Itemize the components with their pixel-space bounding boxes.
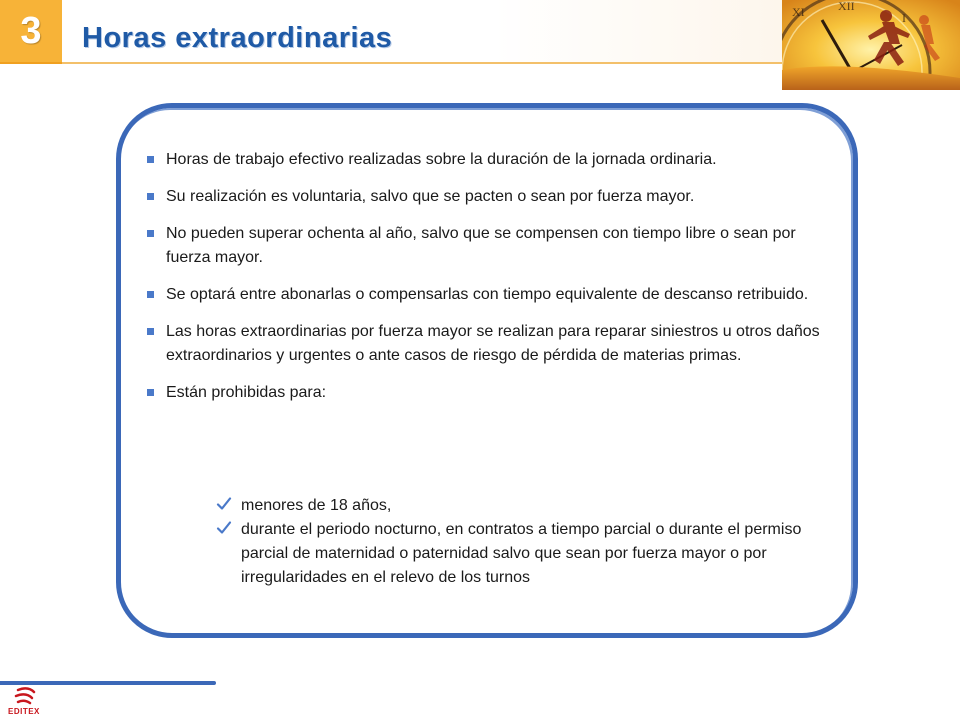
prohibited-sub-list	[216, 494, 836, 590]
bullet-item	[147, 320, 837, 368]
bullet-text: No pueden superar ochenta al año, salvo que se compensen con tiempo libre o sean por fuerza mayor.	[166, 225, 796, 266]
bullet-text: Se optará entre abonarlas o compensarlas con tiempo equivalente de descanso retribuido.	[166, 286, 809, 303]
bullet-text: Están prohibidas para:	[166, 384, 327, 401]
checkmark-icon	[216, 520, 232, 536]
svg-text:I: I	[902, 11, 906, 25]
bullet-text: Horas de trabajo efectivo realizadas sobre la duración de la jornada ordinaria.	[166, 151, 717, 168]
sub-list-item	[216, 518, 836, 590]
square-bullet-icon	[147, 156, 154, 163]
page-title: Horas extraordinarias	[82, 22, 393, 54]
square-bullet-icon	[147, 193, 154, 200]
sub-list-text: durante el periodo nocturno, en contratos a tiempo parcial o durante el permiso parcial de maternidad o paternidad salvo que sean por fuerza mayor o por irregularidades en el relevo de los turnos	[241, 521, 802, 586]
bullet-item	[147, 148, 837, 172]
chapter-number-badge: 3	[0, 0, 62, 64]
editex-logo-text: EDITEX	[8, 707, 40, 716]
slide-header	[0, 0, 960, 90]
bullet-text: Las horas extraordinarias por fuerza mayor se realizan para reparar siniestros u otros daños extraordinarios y urgentes o ante casos de riesgo de pérdida de materias primas.	[166, 323, 820, 364]
sub-list-item	[216, 494, 836, 518]
checkmark-icon	[216, 496, 232, 512]
bullet-item	[147, 222, 837, 270]
square-bullet-icon	[147, 230, 154, 237]
bullet-item	[147, 283, 837, 307]
clock-runner-illustration-icon	[782, 0, 960, 90]
header-clock-runner-image	[782, 0, 960, 90]
main-bullet-list	[147, 148, 837, 418]
bullet-text: Su realización es voluntaria, salvo que se pacten o sean por fuerza mayor.	[166, 188, 695, 205]
bullet-item	[147, 185, 837, 209]
sub-list-text: menores de 18 años,	[241, 497, 392, 514]
square-bullet-icon	[147, 389, 154, 396]
square-bullet-icon	[147, 328, 154, 335]
footer-divider	[0, 681, 216, 685]
bullet-item	[147, 381, 837, 405]
svg-text:XI: XI	[792, 5, 805, 19]
svg-text:XII: XII	[838, 0, 855, 13]
square-bullet-icon	[147, 291, 154, 298]
